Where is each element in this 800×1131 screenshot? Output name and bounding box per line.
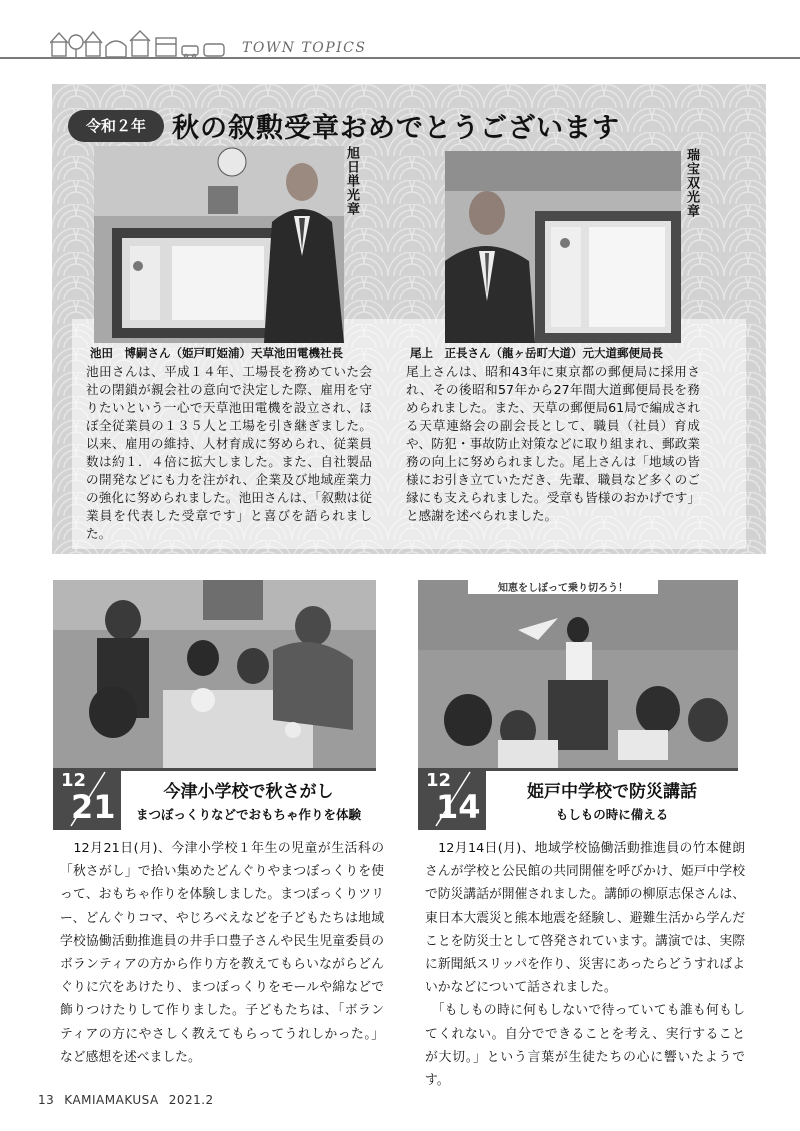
award-section (52, 84, 766, 554)
imazu-date (53, 768, 121, 830)
town-icons (50, 30, 240, 58)
imazu-day: 21 (71, 788, 116, 826)
header-divider (0, 57, 800, 59)
himedo-photo (418, 580, 738, 768)
himedo-text (425, 837, 745, 1092)
imazu-month: 12 (61, 770, 87, 791)
himedo-title: 姫戸中学校で防災講話 (527, 782, 697, 802)
ikeda-award-name: 旭日単光章 (344, 146, 359, 216)
section-title: TOWN TOPICS (242, 40, 367, 56)
page-number: 13 (38, 1093, 55, 1107)
award-title: 秋の叙勲受章おめでとうございます (172, 113, 620, 144)
ikeda-text: 池田さんは、平成１４年、工場長を務めていた会社の閉鎖が親会社の意向で決定した際、雇用を守りたいという一心で天草池田電機を設立され、ほぼ全従業員の１３５人と工場を引き継ぎました。以来、雇用の維持、人材育成に努められ、従業員数は約１．４倍に拡大しました。また、自社製品の開発などにも力を注がれ、企業及び地域産業力の強化に努められました。池田さんは、「叙勲は従業員を代表した受章です」と喜びを語られました。 (86, 364, 372, 541)
imazu-title: 今津小学校で秋さがし (163, 782, 334, 802)
onoue-caption: 尾上 正長さん（龍ヶ岳町大道）元大道郵便局長 (410, 346, 663, 360)
himedo-subtitle: もしもの時に備える (555, 807, 669, 822)
ikeda-photo (94, 146, 344, 343)
himedo-month: 12 (426, 770, 452, 791)
himedo-paragraph-1: 12月14日(月)、地域学校協働活動推進員の竹本健朗さんが学校と公民館の共同開催を呼びかけ、姫戸中学校で防災講話が開催されました。講師の柳原志保さんは、東日本大震災と熊本地震を経験し、避難生活から学んだことを防災士として啓発されています。講演では、実際に新聞紙スリッパを作り、災害にあったらどうすればよいかなどについて話されました。 (425, 841, 745, 996)
year-badge: 令和２年 (68, 110, 164, 142)
page-header (0, 0, 800, 62)
publication-name: KAMIAMAKUSA (64, 1093, 159, 1107)
onoue-award-name: 瑞宝双光章 (684, 148, 699, 218)
imazu-photo (53, 580, 376, 768)
himedo-paragraph-2: 「もしもの時に何もしないで待っていても誰も何もしてくれない。自分でできることを考え、実行することが大切。」という言葉が生徒たちの心に響いたようです。 (425, 1003, 745, 1089)
himedo-day: 14 (436, 788, 481, 826)
imazu-heading (121, 768, 376, 830)
himedo-date (418, 768, 486, 830)
banner-text: 知恵をしぼって乗り切ろう！ (498, 583, 628, 594)
onoue-text: 尾上さんは、昭和43年に東京都の郵便局に採用され、その後昭和57年から27年間大道郵便局長を務められました。また、天草の郵便局61局で編成される天草連絡会の副会長として、職員（社員）育成や、防犯・事故防止対策などに取り組まれ、郵政業務の向上に努められました。尾上さんは「地域の皆様にお引き立ていただき、先輩、職員など多くのご縁にも支えられました。受章も皆様のおかげです」と感謝を述べられました。 (406, 364, 700, 523)
imazu-text (60, 837, 384, 1069)
page-footer (38, 1093, 224, 1107)
onoue-photo (445, 151, 681, 343)
imazu-subtitle: まつぼっくりなどでおもちゃ作りを体験 (135, 807, 361, 822)
ikeda-caption: 池田 博嗣さん（姫戸町姫浦）天草池田電機社長 (90, 346, 343, 360)
himedo-heading (486, 768, 738, 830)
issue-date: 2021.2 (168, 1093, 214, 1107)
imazu-paragraph: 12月21日(月)、今津小学校１年生の児童が生活科の「秋さがし」で拾い集めたどんぐりやまつぼっくりを使って、おもちゃ作りを体験しました。まつぼっくりツリー、どんぐりコマ、やじろべえなどを子どもたちは地域学校協働活動推進員の井手口豊子さんや民生児童委員のボランティアの方から作り方を教えてもらいながらどんぐりに穴をあけたり、まつぼっくりをモールや綿などで飾りつけたりして作りました。子どもたちは、「ボランティアの方にやさしく教えてもらってうれしかった。」など感想を述べました。 (60, 841, 384, 1065)
